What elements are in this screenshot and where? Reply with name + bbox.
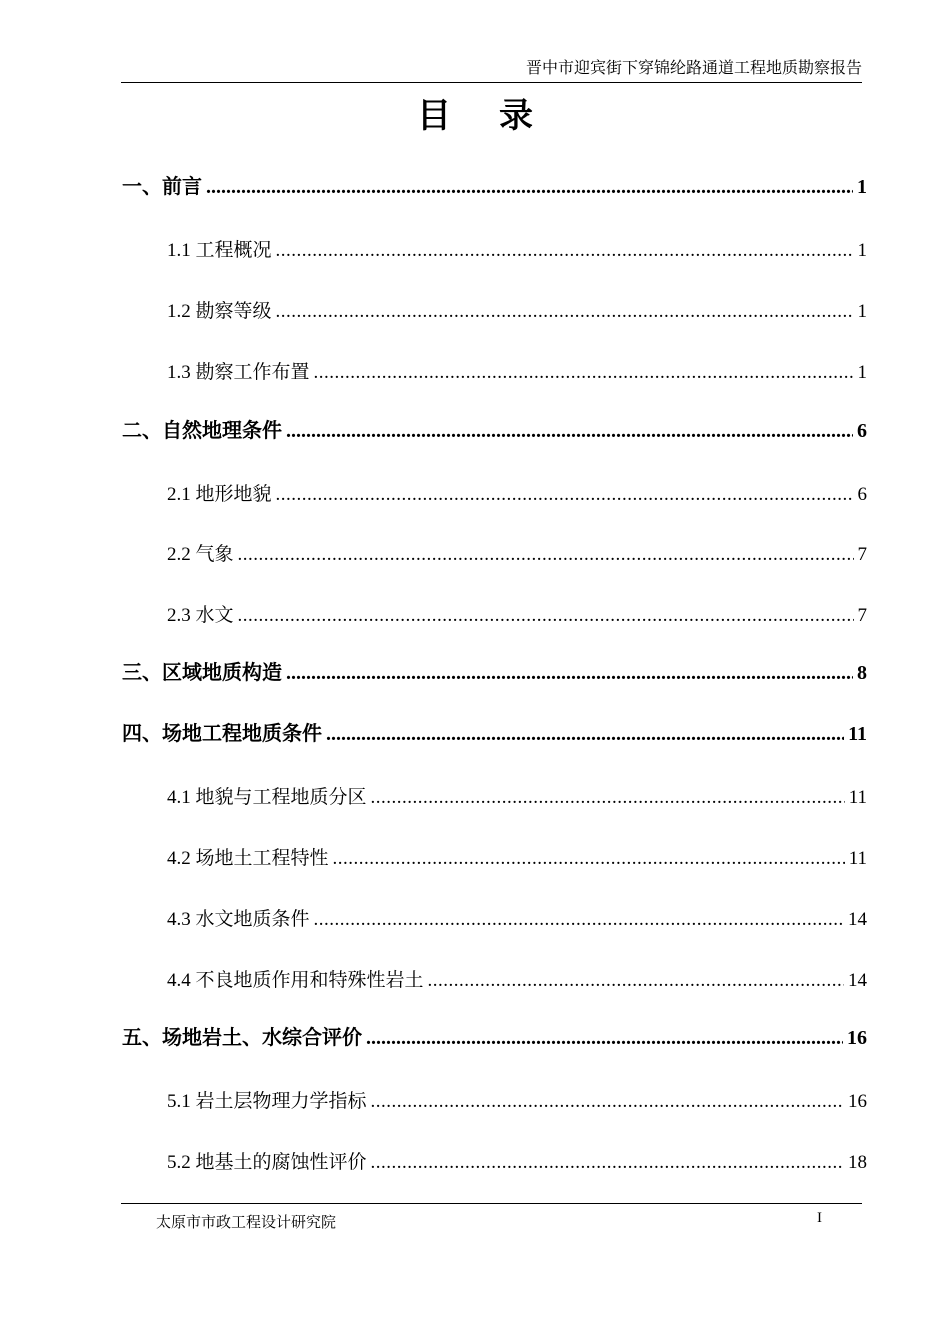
toc-entry-page: 18 — [848, 1152, 867, 1173]
toc-entry[interactable] — [167, 965, 867, 992]
toc-entry-title: 水文地质条件 — [195, 908, 310, 930]
toc-entry[interactable] — [167, 904, 867, 931]
toc-entry-title: 四、场地工程地质条件 — [122, 721, 322, 745]
toc-entry-title: 场地土工程特性 — [195, 847, 329, 869]
toc-entry[interactable] — [122, 656, 867, 685]
toc-entry[interactable] — [167, 782, 867, 809]
toc-entry-page: 1 — [857, 240, 867, 261]
header-rule — [121, 82, 862, 83]
toc-dot-leader — [371, 1152, 844, 1174]
toc-entry[interactable] — [122, 414, 867, 443]
running-header: 晋中市迎宾街下穿锦纶路通道工程地质勘察报告 — [525, 58, 862, 77]
toc-entry-number: 1.1 — [167, 240, 191, 261]
toc-entry-label — [167, 1086, 367, 1113]
toc-entry-title: 地基土的腐蚀性评价 — [195, 1151, 367, 1173]
toc-entry-page: 1 — [857, 362, 867, 383]
toc-dot-leader — [314, 909, 844, 931]
toc-entry-number: 2.3 — [167, 605, 191, 626]
toc-entry-page: 11 — [848, 723, 867, 745]
toc-entry-title: 地形地貌 — [195, 483, 272, 505]
toc-entry-page: 7 — [857, 605, 867, 626]
toc-dot-leader — [428, 970, 844, 992]
toc-entry-title: 勘察工作布置 — [195, 361, 310, 383]
toc-entry-page: 8 — [857, 662, 867, 684]
toc-entry-label — [167, 782, 367, 809]
toc-entry-label — [167, 235, 272, 262]
toc-entry[interactable] — [122, 170, 867, 199]
toc-entry-number: 4.3 — [167, 909, 191, 930]
toc-entry-label — [122, 414, 282, 443]
toc-entry[interactable] — [122, 1021, 867, 1050]
toc-entry-label — [122, 717, 322, 746]
toc-entry[interactable] — [167, 600, 867, 627]
toc-entry-page: 16 — [848, 1091, 867, 1112]
toc-dot-leader — [371, 787, 845, 809]
toc-entry-title: 一、前言 — [122, 174, 202, 198]
toc-dot-leader — [286, 420, 853, 443]
toc-entry-label — [167, 539, 234, 566]
toc-dot-leader — [286, 662, 853, 685]
toc-dot-leader — [238, 605, 854, 627]
toc-entry-number: 1.2 — [167, 301, 191, 322]
toc-entry-page: 7 — [857, 544, 867, 565]
toc-entry-title: 水文 — [195, 604, 234, 626]
toc-entry-title: 不良地质作用和特殊性岩土 — [195, 969, 424, 991]
toc-dot-leader — [314, 362, 854, 384]
toc-entry-page: 1 — [857, 301, 867, 322]
footer-page-number: I — [817, 1210, 822, 1226]
toc-entry-label — [122, 170, 202, 199]
toc-dot-leader — [238, 544, 854, 566]
toc-entry-label — [167, 1147, 367, 1174]
toc-dot-leader — [371, 1091, 844, 1113]
toc-entry-page: 6 — [857, 484, 867, 505]
toc-entry-title: 二、自然地理条件 — [122, 418, 282, 442]
toc-entry-number: 5.2 — [167, 1152, 191, 1173]
footer-rule — [121, 1203, 862, 1204]
toc-entry[interactable] — [167, 235, 867, 262]
toc-entry-label — [167, 904, 310, 931]
toc-entry-page: 6 — [857, 420, 867, 442]
toc-entry-title: 岩土层物理力学指标 — [195, 1090, 367, 1112]
footer-organization: 太原市市政工程设计研究院 — [156, 1213, 337, 1231]
toc-entry[interactable] — [122, 717, 867, 746]
toc-entry-number: 4.1 — [167, 787, 191, 808]
toc-entry-page: 1 — [857, 176, 867, 198]
toc-entry-label — [167, 296, 272, 323]
toc-entry-page: 16 — [847, 1027, 867, 1049]
toc-entry[interactable] — [167, 357, 867, 384]
toc-dot-leader — [366, 1027, 843, 1050]
toc-title: 目录 — [417, 96, 581, 136]
toc-entry-number: 2.2 — [167, 544, 191, 565]
toc-entry-number: 1.3 — [167, 362, 191, 383]
toc-dot-leader — [276, 301, 854, 323]
toc-entry[interactable] — [167, 1086, 867, 1113]
toc-entry-title: 三、区域地质构造 — [122, 660, 282, 684]
toc-entry[interactable] — [167, 539, 867, 566]
toc-entry-number: 4.4 — [167, 970, 191, 991]
toc-entry-page: 11 — [848, 787, 867, 808]
toc-entry-label — [122, 1021, 362, 1050]
toc-entry-title: 五、场地岩土、水综合评价 — [122, 1025, 362, 1049]
toc-entry[interactable] — [167, 479, 867, 506]
toc-entry-page: 14 — [848, 909, 867, 930]
toc-entry[interactable] — [167, 1147, 867, 1174]
toc-entry-label — [122, 656, 282, 685]
toc-dot-leader — [333, 848, 845, 870]
toc-entry[interactable] — [167, 296, 867, 323]
toc-dot-leader — [326, 723, 844, 746]
toc-entry-label — [167, 965, 424, 992]
toc-entry-title: 工程概况 — [195, 239, 272, 261]
toc-entry-number: 5.1 — [167, 1091, 191, 1112]
toc-entry-label — [167, 479, 272, 506]
toc-entry-number: 4.2 — [167, 848, 191, 869]
toc-dot-leader — [276, 240, 854, 262]
toc-entry-page: 14 — [848, 970, 867, 991]
toc-entry-label — [167, 357, 310, 384]
toc-dot-leader — [276, 484, 854, 506]
toc-entry-label — [167, 600, 234, 627]
toc-dot-leader — [206, 176, 853, 199]
toc-entry[interactable] — [167, 843, 867, 870]
toc-entry-title: 勘察等级 — [195, 300, 272, 322]
toc-entry-title: 气象 — [195, 543, 234, 565]
toc-entry-number: 2.1 — [167, 484, 191, 505]
toc-entry-title: 地貌与工程地质分区 — [195, 786, 367, 808]
toc-entry-label — [167, 843, 329, 870]
toc-entry-page: 11 — [848, 848, 867, 869]
